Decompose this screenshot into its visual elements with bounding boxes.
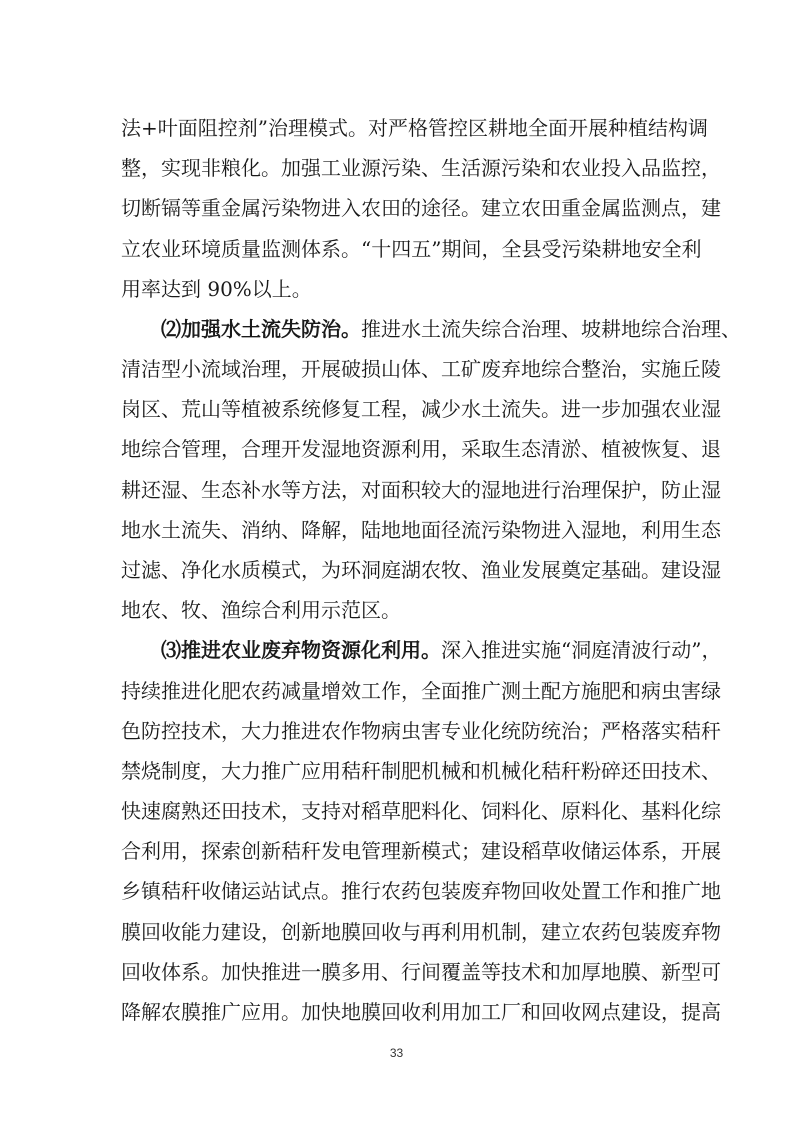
paragraph-1-line-3: 切断镉等重金属污染物进入农田的途径。建立农田重金属监测点，建 xyxy=(121,196,721,220)
section-heading-2: ⑵加强水土流失防治。 xyxy=(161,317,361,341)
paragraph-2-line-3: 岗区、荒山等植被系统修复工程，减少水土流失。进一步加强农业湿 xyxy=(121,397,721,421)
paragraph-3-line-3: 色防控技术，大力推进农作物病虫害专业化统防统治；严格落实秸秆 xyxy=(121,719,721,743)
paragraph-3-line-8: 膜回收能力建设，创新地膜回收与再利用机制，建立农药包装废弃物 xyxy=(121,920,721,944)
paragraph-3-line-1 xyxy=(161,638,722,662)
paragraph-2-line-6: 地水土流失、消纳、降解，陆地地面径流污染物进入湿地，利用生态 xyxy=(121,518,721,542)
paragraph-3-line-2: 持续推进化肥农药减量增效工作，全面推广测土配方施肥和病虫害绿 xyxy=(121,679,721,703)
paragraph-1-line-1: 法+叶面阻控剂”治理模式。对严格管控区耕地全面开展种植结构调 xyxy=(121,116,708,140)
paragraph-3-line-5: 快速腐熟还田技术，支持对稻草肥料化、饲料化、原料化、基料化综 xyxy=(121,799,721,823)
paragraph-3-line-7: 乡镇秸秆收储运站试点。推行农药包装废弃物回收处置工作和推广地 xyxy=(121,879,721,903)
section-heading-3: ⑶推进农业废弃物资源化利用。 xyxy=(161,638,441,662)
paragraph-2-line-7: 过滤、净化水质模式，为环洞庭湖农牧、渔业发展奠定基础。建设湿 xyxy=(121,558,721,582)
paragraph-3-line-9: 回收体系。加快推进一膜多用、行间覆盖等技术和加厚地膜、新型可 xyxy=(121,960,721,984)
paragraph-1-line-2: 整，实现非粮化。加强工业源污染、生活源污染和农业投入品监控， xyxy=(121,156,721,180)
paragraph-2-line-1 xyxy=(161,317,741,341)
page-number: 33 xyxy=(389,1046,404,1060)
paragraph-3-line-4: 禁烧制度，大力推广应用秸秆制肥机械和机械化秸秆粉碎还田技术、 xyxy=(121,759,721,783)
paragraph-3-line-6: 合利用，探索创新秸秆发电管理新模式；建设稻草收储运体系，开展 xyxy=(121,839,721,863)
paragraph-2-line-2: 清洁型小流域治理，开展破损山体、工矿废弃地综合整治，实施丘陵 xyxy=(121,357,721,381)
paragraph-2-line-4: 地综合管理，合理开发湿地资源利用，采取生态清淤、植被恢复、退 xyxy=(121,437,721,461)
paragraph-3-line-10: 降解农膜推广应用。加快地膜回收利用加工厂和回收网点建设，提高 xyxy=(121,1000,721,1024)
paragraph-1-line-5: 用率达到 90%以上。 xyxy=(121,277,312,301)
paragraph-2-line-5: 耕还湿、生态补水等方法，对面积较大的湿地进行治理保护，防止湿 xyxy=(121,478,721,502)
paragraph-2-line-8: 地农、牧、渔综合利用示范区。 xyxy=(121,598,401,622)
paragraph-3-line-1-text: 深入推进实施“洞庭清波行动”， xyxy=(441,638,722,662)
paragraph-2-line-1-text: 推进水土流失综合治理、坡耕地综合治理、 xyxy=(361,317,741,341)
paragraph-1-line-4: 立农业环境质量监测体系。“十四五”期间，全县受污染耕地安全利 xyxy=(121,237,702,261)
